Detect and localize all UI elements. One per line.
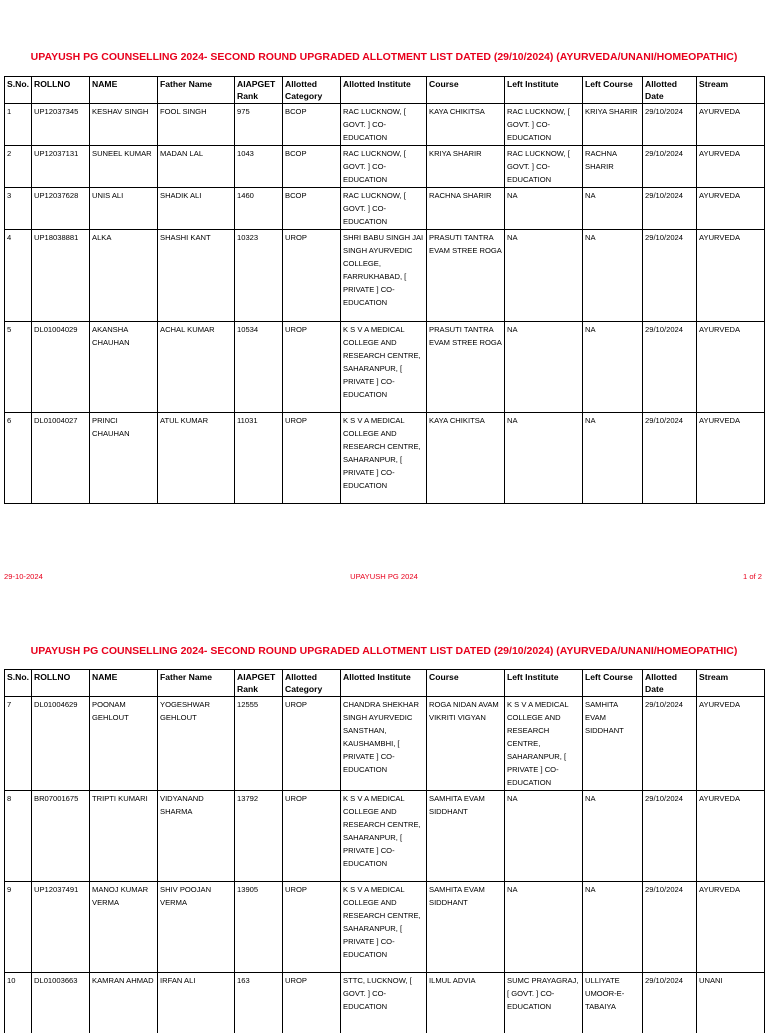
cell-allotted-date: 29/10/2024 [643, 791, 697, 882]
cell-left-institute: RAC LUCKNOW, [ GOVT. ] CO-EDUCATION [505, 146, 583, 188]
cell-left-course: NA [583, 322, 643, 413]
cell-allotted-institute: SHRI BABU SINGH JAI SINGH AYURVEDIC COLLEGE, FARRUKHABAD, [ PRIVATE ] CO-EDUCATION [341, 230, 427, 322]
cell-course: PRASUTI TANTRA EVAM STREE ROGA [427, 230, 505, 322]
cell-left-institute: RAC LUCKNOW, [ GOVT. ] CO-EDUCATION [505, 104, 583, 146]
col-header-left-course: Left Course [583, 670, 643, 697]
col-header-allotted-category: Allotted Category [283, 670, 341, 697]
cell-rollno: DL01004629 [32, 697, 90, 791]
cell-name: KAMRAN AHMAD [90, 973, 158, 1033]
cell-left-course: ULLIYATE UMOOR-E-TABAIYA [583, 973, 643, 1033]
cell-rollno: DL01003663 [32, 973, 90, 1033]
col-header-stream: Stream [697, 670, 765, 697]
cell-aiapget-rank: 11031 [235, 413, 283, 504]
cell-allotted-category: BCOP [283, 104, 341, 146]
col-header-father-name: Father Name [158, 670, 235, 697]
cell-left-institute: NA [505, 413, 583, 504]
col-header-aiapget-rank: AIAPGET Rank [235, 77, 283, 104]
cell-allotted-date: 29/10/2024 [643, 230, 697, 322]
col-header-left-institute: Left Institute [505, 77, 583, 104]
cell-aiapget-rank: 12555 [235, 697, 283, 791]
col-header-father-name: Father Name [158, 77, 235, 104]
col-header-allotted-institute: Allotted Institute [341, 670, 427, 697]
cell-sno: 5 [5, 322, 32, 413]
allotment-table-page-1 [4, 76, 765, 504]
cell-allotted-institute: RAC LUCKNOW, [ GOVT. ] CO-EDUCATION [341, 146, 427, 188]
cell-aiapget-rank: 1043 [235, 146, 283, 188]
col-header-sno: S.No. [5, 77, 32, 104]
cell-name: KESHAV SINGH [90, 104, 158, 146]
cell-name: AKANSHA CHAUHAN [90, 322, 158, 413]
cell-stream: UNANI [697, 973, 765, 1033]
cell-sno: 2 [5, 146, 32, 188]
page-title-2: UPAYUSH PG COUNSELLING 2024- SECOND ROUND UPGRADED ALLOTMENT LIST DATED (29/10/2024) (AYURVEDA/UNANI/HOMEOPATHIC) [30, 645, 738, 657]
cell-sno: 1 [5, 104, 32, 146]
cell-left-institute: NA [505, 230, 583, 322]
cell-allotted-date: 29/10/2024 [643, 188, 697, 230]
cell-allotted-category: BCOP [283, 146, 341, 188]
cell-left-course: SAMHITA EVAM SIDDHANT [583, 697, 643, 791]
cell-course: RACHNA SHARIR [427, 188, 505, 230]
cell-course: ROGA NIDAN AVAM VIKRITI VIGYAN [427, 697, 505, 791]
footer-center-label: UPAYUSH PG 2024 [350, 572, 418, 581]
table-header-row [5, 77, 765, 104]
col-header-stream: Stream [697, 77, 765, 104]
cell-rollno: UP12037131 [32, 146, 90, 188]
cell-allotted-category: UROP [283, 973, 341, 1033]
cell-sno: 8 [5, 791, 32, 882]
cell-left-course: NA [583, 882, 643, 973]
cell-rollno: DL01004029 [32, 322, 90, 413]
cell-allotted-category: UROP [283, 882, 341, 973]
cell-aiapget-rank: 1460 [235, 188, 283, 230]
allotment-table-page-2 [4, 669, 765, 1033]
cell-allotted-date: 29/10/2024 [643, 973, 697, 1033]
cell-name: POONAM GEHLOUT [90, 697, 158, 791]
cell-left-course: RACHNA SHARIR [583, 146, 643, 188]
cell-stream: AYURVEDA [697, 146, 765, 188]
cell-allotted-category: UROP [283, 322, 341, 413]
cell-father-name: VIDYANAND SHARMA [158, 791, 235, 882]
cell-father-name: IRFAN ALI [158, 973, 235, 1033]
cell-allotted-category: UROP [283, 230, 341, 322]
cell-course: KRIYA SHARIR [427, 146, 505, 188]
col-header-name: NAME [90, 670, 158, 697]
col-header-course: Course [427, 77, 505, 104]
cell-left-institute: NA [505, 882, 583, 973]
cell-rollno: DL01004027 [32, 413, 90, 504]
cell-sno: 4 [5, 230, 32, 322]
cell-allotted-institute: CHANDRA SHEKHAR SINGH AYURVEDIC SANSTHAN, KAUSHAMBHI, [ PRIVATE ] CO-EDUCATION [341, 697, 427, 791]
cell-course: SAMHITA EVAM SIDDHANT [427, 791, 505, 882]
cell-allotted-institute: K S V A MEDICAL COLLEGE AND RESEARCH CENTRE, SAHARANPUR, [ PRIVATE ] CO-EDUCATION [341, 322, 427, 413]
cell-course: KAYA CHIKITSA [427, 104, 505, 146]
cell-sno: 7 [5, 697, 32, 791]
cell-course: ILMUL ADVIA [427, 973, 505, 1033]
cell-left-course: NA [583, 413, 643, 504]
cell-allotted-date: 29/10/2024 [643, 413, 697, 504]
cell-aiapget-rank: 13792 [235, 791, 283, 882]
cell-name: SUNEEL KUMAR [90, 146, 158, 188]
col-header-rollno: ROLLNO [32, 670, 90, 697]
cell-allotted-institute: K S V A MEDICAL COLLEGE AND RESEARCH CENTRE, SAHARANPUR, [ PRIVATE ] CO-EDUCATION [341, 882, 427, 973]
col-header-rollno: ROLLNO [32, 77, 90, 104]
cell-allotted-date: 29/10/2024 [643, 104, 697, 146]
cell-stream: AYURVEDA [697, 413, 765, 504]
cell-sno: 10 [5, 973, 32, 1033]
cell-allotted-institute: RAC LUCKNOW, [ GOVT. ] CO-EDUCATION [341, 104, 427, 146]
table-header-row [5, 670, 765, 697]
cell-name: MANOJ KUMAR VERMA [90, 882, 158, 973]
cell-name: UNIS ALI [90, 188, 158, 230]
cell-left-institute: SUMC PRAYAGRAJ, [ GOVT. ] CO-EDUCATION [505, 973, 583, 1033]
cell-allotted-institute: RAC LUCKNOW, [ GOVT. ] CO-EDUCATION [341, 188, 427, 230]
cell-aiapget-rank: 10534 [235, 322, 283, 413]
table-row [5, 697, 765, 791]
cell-aiapget-rank: 13905 [235, 882, 283, 973]
cell-allotted-institute: STTC, LUCKNOW, [ GOVT. ] CO-EDUCATION [341, 973, 427, 1033]
cell-stream: AYURVEDA [697, 230, 765, 322]
cell-left-course: KRIYA SHARIR [583, 104, 643, 146]
col-header-aiapget-rank: AIAPGET Rank [235, 670, 283, 697]
cell-allotted-category: BCOP [283, 188, 341, 230]
cell-father-name: ACHAL KUMAR [158, 322, 235, 413]
cell-left-institute: NA [505, 188, 583, 230]
cell-father-name: SHADIK ALI [158, 188, 235, 230]
cell-father-name: YOGESHWAR GEHLOUT [158, 697, 235, 791]
cell-stream: AYURVEDA [697, 791, 765, 882]
cell-stream: AYURVEDA [697, 104, 765, 146]
cell-course: KAYA CHIKITSA [427, 413, 505, 504]
col-header-course: Course [427, 670, 505, 697]
cell-allotted-institute: K S V A MEDICAL COLLEGE AND RESEARCH CENTRE, SAHARANPUR, [ PRIVATE ] CO-EDUCATION [341, 791, 427, 882]
cell-stream: AYURVEDA [697, 322, 765, 413]
cell-sno: 9 [5, 882, 32, 973]
cell-stream: AYURVEDA [697, 697, 765, 791]
cell-allotted-date: 29/10/2024 [643, 322, 697, 413]
cell-left-course: NA [583, 230, 643, 322]
table-row [5, 146, 765, 188]
cell-allotted-institute: K S V A MEDICAL COLLEGE AND RESEARCH CENTRE, SAHARANPUR, [ PRIVATE ] CO-EDUCATION [341, 413, 427, 504]
table-row [5, 104, 765, 146]
table-row [5, 322, 765, 413]
cell-allotted-date: 29/10/2024 [643, 882, 697, 973]
table-row [5, 188, 765, 230]
cell-stream: AYURVEDA [697, 882, 765, 973]
col-header-name: NAME [90, 77, 158, 104]
cell-sno: 3 [5, 188, 32, 230]
cell-left-institute: NA [505, 791, 583, 882]
col-header-sno: S.No. [5, 670, 32, 697]
cell-sno: 6 [5, 413, 32, 504]
col-header-allotted-date: Allotted Date [643, 77, 697, 104]
col-header-left-institute: Left Institute [505, 670, 583, 697]
cell-course: SAMHITA EVAM SIDDHANT [427, 882, 505, 973]
table-row [5, 791, 765, 882]
footer-page-number: 1 of 2 [743, 572, 762, 581]
table-row [5, 413, 765, 504]
table-row [5, 230, 765, 322]
cell-name: PRINCI CHAUHAN [90, 413, 158, 504]
col-header-allotted-category: Allotted Category [283, 77, 341, 104]
cell-left-course: NA [583, 188, 643, 230]
cell-rollno: BR07001675 [32, 791, 90, 882]
table-row [5, 882, 765, 973]
footer-date: 29-10-2024 [4, 572, 43, 581]
cell-father-name: SHIV POOJAN VERMA [158, 882, 235, 973]
cell-rollno: UP18038881 [32, 230, 90, 322]
cell-aiapget-rank: 163 [235, 973, 283, 1033]
cell-rollno: UP12037345 [32, 104, 90, 146]
cell-allotted-category: UROP [283, 413, 341, 504]
cell-father-name: MADAN LAL [158, 146, 235, 188]
cell-allotted-category: UROP [283, 791, 341, 882]
cell-father-name: ATUL KUMAR [158, 413, 235, 504]
cell-father-name: SHASHI KANT [158, 230, 235, 322]
cell-course: PRASUTI TANTRA EVAM STREE ROGA [427, 322, 505, 413]
cell-allotted-date: 29/10/2024 [643, 697, 697, 791]
page-title: UPAYUSH PG COUNSELLING 2024- SECOND ROUND UPGRADED ALLOTMENT LIST DATED (29/10/2024) (AYURVEDA/UNANI/HOMEOPATHIC) [30, 51, 738, 63]
cell-rollno: UP12037628 [32, 188, 90, 230]
cell-aiapget-rank: 975 [235, 104, 283, 146]
col-header-left-course: Left Course [583, 77, 643, 104]
cell-stream: AYURVEDA [697, 188, 765, 230]
cell-name: ALKA [90, 230, 158, 322]
col-header-allotted-date: Allotted Date [643, 670, 697, 697]
cell-allotted-date: 29/10/2024 [643, 146, 697, 188]
col-header-allotted-institute: Allotted Institute [341, 77, 427, 104]
cell-left-institute: K S V A MEDICAL COLLEGE AND RESEARCH CENTRE, SAHARANPUR, [ PRIVATE ] CO-EDUCATION [505, 697, 583, 791]
cell-rollno: UP12037491 [32, 882, 90, 973]
cell-left-course: NA [583, 791, 643, 882]
cell-aiapget-rank: 10323 [235, 230, 283, 322]
cell-left-institute: NA [505, 322, 583, 413]
cell-name: TRIPTI KUMARI [90, 791, 158, 882]
cell-allotted-category: UROP [283, 697, 341, 791]
cell-father-name: FOOL SINGH [158, 104, 235, 146]
